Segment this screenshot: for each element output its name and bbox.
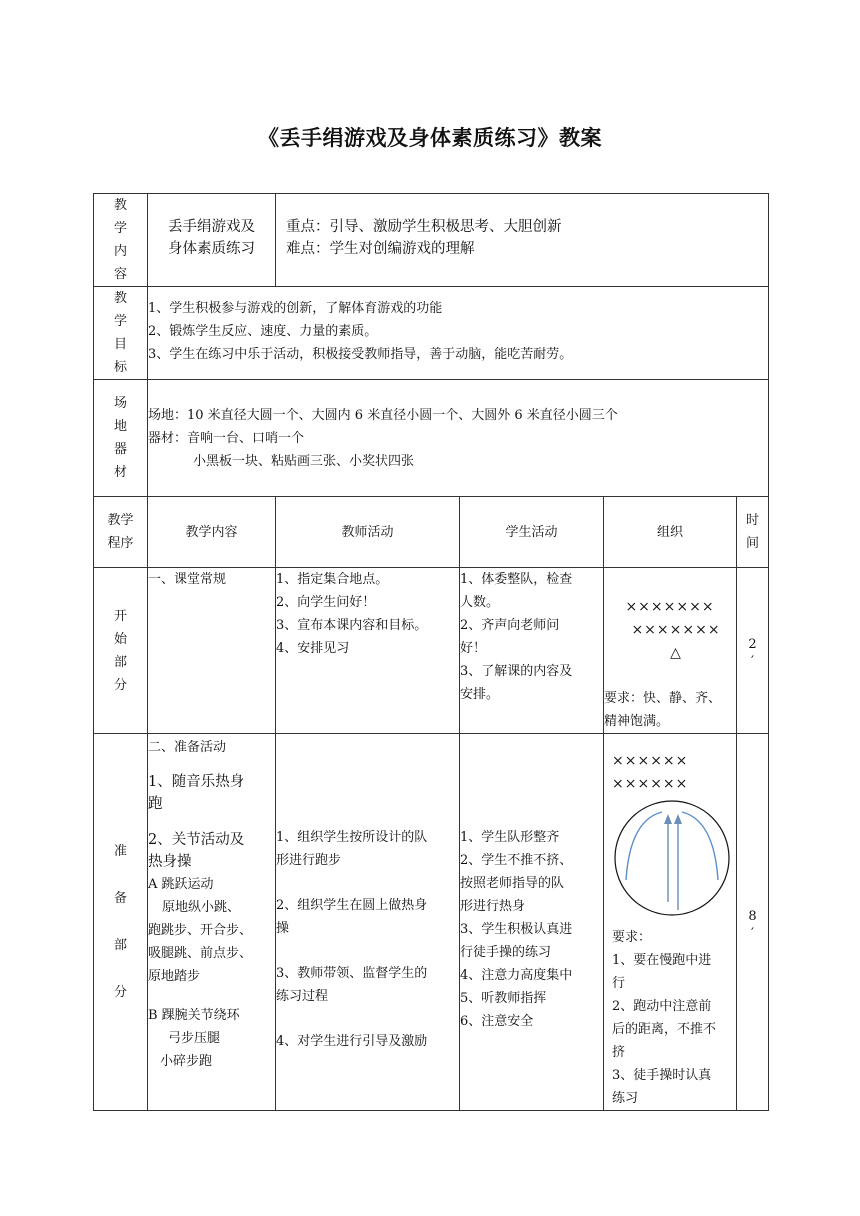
running-circle-diagram: [612, 798, 732, 918]
arc-right: [682, 812, 718, 880]
formation-row: ××××××: [612, 776, 689, 792]
prep-content: 二、准备活动 1、随音乐热身 跑 2、关节活动及 热身操 A 跳跃运动 原地纵小跳、 跑跳步、开合步、 吸腿跳、前点步、 原地踏步 B 踝腕关节绕环 弓步压腿 小碎步跑: [148, 734, 276, 1111]
page-title: 《丢手绢游戏及身体素质练习》教案: [258, 126, 602, 150]
start-teacher-activity: 1、指定集合地点。 2、向学生问好！ 3、宣布本课内容和目标。 4、安排见习: [276, 568, 460, 734]
topic-cell: [148, 194, 276, 287]
header-content: 教学内容: [148, 497, 276, 568]
lesson-plan-table: [93, 193, 769, 1111]
equipment-text-2: 小黑板一块、粘贴画三张、小奖状四张: [193, 454, 415, 469]
difficult-point: 难点：学生对创编游戏的理解: [286, 241, 475, 257]
key-point: 重点：引导、激励学生积极思考、大胆创新: [286, 219, 562, 235]
header-student: 学生活动: [460, 497, 604, 568]
venue-cell: [148, 380, 769, 497]
venue-text: 场地：10 米直径大圆一个、大圆内 6 米直径小圆一个、大圆外 6 米直径小圆三个: [148, 408, 618, 423]
arc-left: [626, 812, 662, 880]
formation-row: ××××××: [612, 753, 689, 769]
topic-line: 丢手绢游戏及: [168, 219, 255, 235]
label-venue-equipment: 场 地 器 材: [94, 380, 148, 497]
start-time: 2 ′: [737, 568, 769, 734]
row-start-section: [94, 568, 769, 734]
prep-student-activity: 1、学生队形整齐 2、学生不推不挤、 按照老师指导的队 形进行热身 3、学生积极认真进 行徒手操的练习 4、注意力高度集中 5、听教师指挥 6、注意安全: [460, 734, 604, 1111]
label-start-section: 开 始 部 分: [94, 568, 148, 734]
header-procedure: 教学 程序: [94, 497, 148, 568]
start-organization: ××××××× ××××××× △ 要求：快、静、齐、 精神饱满。: [604, 568, 737, 734]
focus-cell: [276, 194, 769, 287]
prep-time: 8 ′: [737, 734, 769, 1111]
prep-teacher-activity: 1、组织学生按所设计的队 形进行跑步 2、组织学生在圆上做热身 操 3、教师带领、监督学生的 练习过程 4、对学生进行引导及激励: [276, 734, 460, 1111]
header-time: 时 间: [737, 497, 769, 568]
row-teaching-content: [94, 194, 769, 287]
start-content: 一、课堂常规: [148, 568, 276, 734]
formation-row: ×××××××: [631, 622, 721, 638]
arrow-head-right: [674, 814, 682, 824]
header-teacher: 教师活动: [276, 497, 460, 568]
row-prep-section: [94, 734, 769, 1111]
row-teaching-goals: [94, 287, 769, 380]
arrow-head-left: [664, 814, 672, 824]
goal-item: 3、学生在练习中乐于活动，积极接受教师指导，善于动脑，能吃苦耐劳。: [148, 347, 573, 362]
goal-item: 1、学生积极参与游戏的创新，了解体育游戏的功能: [148, 301, 443, 316]
label-prep-section: 准 备 部 分: [94, 734, 148, 1111]
goal-item: 2、锻炼学生反应、速度、力量的素质。: [148, 324, 378, 339]
equipment-text: 器材：音响一台、口哨一个: [148, 431, 305, 446]
header-organization: 组织: [604, 497, 737, 568]
goals-cell: [148, 287, 769, 380]
row-venue-equipment: [94, 380, 769, 497]
start-student-activity: 1、体委整队，检查 人数。 2、齐声向老师问 好！ 3、了解课的内容及 安排。: [460, 568, 604, 734]
topic-line: 身体素质练习: [168, 241, 255, 257]
circle-track: [615, 801, 729, 915]
table-header-row: [94, 497, 769, 568]
teacher-triangle: △: [670, 645, 682, 661]
prep-organization: ×××××× ×××××× 要求： 1、要在慢跑中进 行 2、跑动中注意前 后的距离，不推不 挤 3、徒手操时认真 练习: [604, 734, 737, 1111]
label-teaching-goals: 教 学 目 标: [94, 287, 148, 380]
formation-row: ×××××××: [625, 599, 715, 615]
label-teaching-content: 教 学 内 容: [94, 194, 148, 287]
